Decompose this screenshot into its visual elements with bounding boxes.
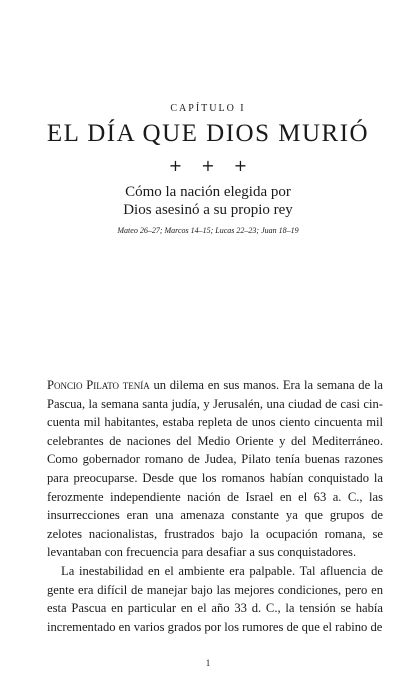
body-text	[47, 376, 383, 636]
paragraph-lead-in: Poncio Pilato tenía	[47, 378, 150, 392]
chapter-subtitle	[0, 183, 416, 219]
ornament-crosses: + + +	[168, 156, 248, 175]
subtitle-line-1: Cómo la nación elegida por	[125, 184, 291, 200]
paragraph-1	[47, 376, 383, 562]
paragraph-1-text: un dilema en sus manos. Era la semana de la Pascua, la semana santa judía, y Jerusalén, una ciudad de casi cincuenta mil habitantes, estaba repleta de unos ciento cincuenta mil celebrantes de naciones del Medio Oriente y del Mediterráneo. Como gobernador romano de Judea, Pilato tenía buenas razones para preocuparse. Desde que los romanos habían conquistado la ferozmente independiente nación de Israel en el 63 a. C., las insurrecciones eran una amenaza constante ya que grupos de zelotes nacionalistas, frustrados bajo la ocupación romana, se levantaban con frecuencia para desafiar a sus conquistadores.	[47, 378, 383, 560]
subtitle-line-2: Dios asesinó a su propio rey	[123, 202, 293, 218]
chapter-label: CAPÍTULO I	[170, 103, 246, 114]
scripture-references: Mateo 26–27; Marcos 14–15; Lucas 22–23; Juan 18–19	[117, 226, 299, 235]
paragraph-2: La inestabilidad en el ambiente era palpable. Tal afluencia de gente era difícil de manejar bajo las mejores condiciones, pero en esta Pascua en particular en el año 33 d. C., la tensión se había incrementado en varios grados por los rumores de que el rabino de	[47, 563, 383, 634]
chapter-title: EL DÍA QUE DIOS MURIÓ	[46, 120, 370, 147]
page-number: 1	[205, 658, 211, 668]
